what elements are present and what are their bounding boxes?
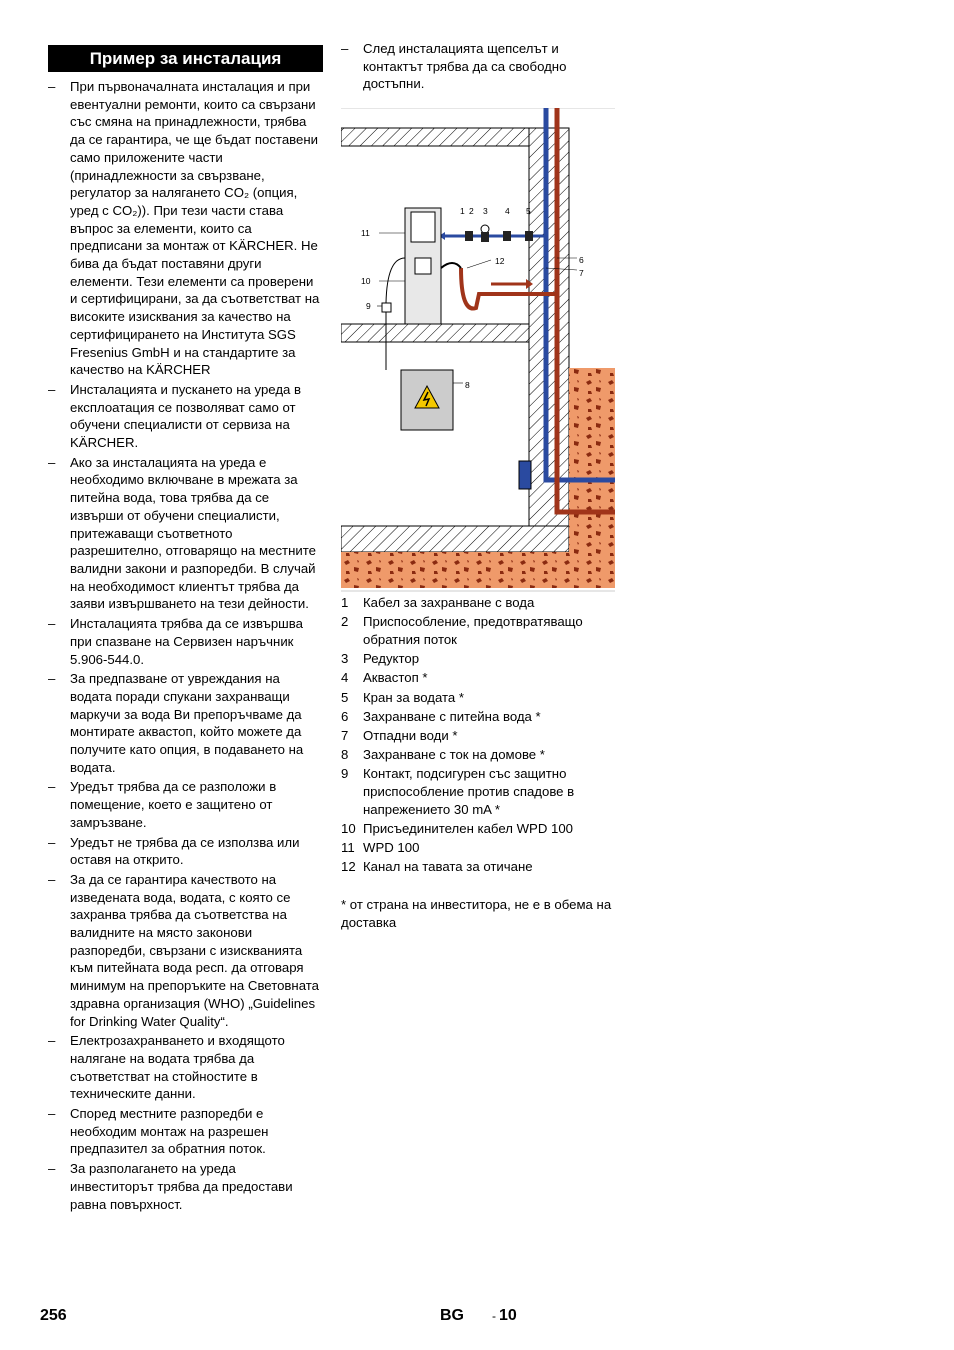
legend-row [341, 858, 615, 876]
legend-row [341, 613, 615, 648]
device-tap-area [415, 258, 431, 274]
legend-number: 3 [341, 651, 349, 667]
legend-text: Захранване с ток на домове * [363, 747, 545, 763]
water-tap [525, 231, 533, 241]
legend-text: Контакт, подсигурен със защитно приспособление против спадове в напрежението 30 mA * [363, 766, 575, 817]
figure-label-7: 7 [579, 268, 584, 278]
footnote: * от страна на инвеститора, не е в обема на доставка [341, 897, 612, 930]
reducer [481, 232, 489, 242]
legend-text: WPD 100 [363, 840, 420, 856]
legend-text: Аквастоп * [363, 670, 428, 686]
drain-tray-hose [441, 263, 461, 268]
list-item: – Уредът трябва да се разположи в помещение, което е защитено от замръзване. [48, 778, 323, 831]
legend-text: Приспособление, предотвратяващо обратния поток [363, 614, 583, 647]
legend-number: 6 [341, 708, 349, 724]
legend-text: Канал на тавата за отичане [363, 859, 533, 875]
basement-floor [341, 526, 569, 552]
legend-row [341, 708, 615, 726]
legend-number: 1 [341, 595, 349, 610]
legend-text: Отпадни води * [363, 727, 458, 743]
section-heading: Пример за инсталация [48, 45, 323, 72]
legend-row [341, 839, 615, 857]
legend-row [341, 765, 615, 818]
figure-label-9: 9 [366, 301, 371, 311]
ceiling-slab [341, 128, 529, 146]
legend-number: 4 [341, 670, 349, 686]
legend-number: 8 [341, 747, 349, 763]
list-item: – При първоначалната инсталация и при евентуални ремонти, които са свързани със смяна на принадлежности, трябва да се гарантира, че ще бъдат поставени само приложените части (принадлежности за свързване, регулатор за налягането CO₂ (опция, уред с CO₂)). При тези части става въпрос за елементи, които са предписани за монтаж от KÄRCHER. Не бива да бъдат поставяни други елементи. Тези елементи са проверени и сертифицирани, за да съответстват на високите изисквания за качество на сертифицирането на Института SGS Fresenius GmbH и на стандартите за качество на KÄRCHER [48, 78, 323, 379]
right-list [341, 40, 615, 93]
figure-legend [341, 594, 615, 878]
list-item: – Инсталацията и пускането на уреда в експлоатация се позволяват само от обучени специалисти от сервиза на KÄRCHER. [48, 381, 323, 452]
figure-label-11: 11 [361, 228, 370, 238]
figure-label-6: 6 [579, 255, 584, 265]
list-item: – За разполагането на уреда инвеститорът трябва да предостави равна повърхност. [48, 1160, 323, 1213]
list-item: – Ако за инсталацията на уреда е необходимо включване в мрежата за питейна вода, това трябва да се извърши от обучени специалисти, притежаващи съответното разрешително, отговарящо на местните валидни закони и разпоредби. В случай на необходимост клиентът трябва да заяви извършването на тези дейности. [48, 454, 323, 613]
legend-row [341, 820, 615, 838]
list-item: – Според местните разпоредби е необходим монтаж на разрешен предпазител за обратния поток. [48, 1105, 323, 1158]
section-number: - 10 [492, 1307, 517, 1324]
language-code: BG [440, 1307, 464, 1324]
legend-row [341, 746, 615, 764]
valve-1 [465, 231, 473, 241]
instructions-list [48, 78, 323, 1213]
legend-row [341, 669, 615, 687]
reducer-gauge [481, 225, 489, 233]
legend-text: Присъединителен кабел WPD 100 [363, 820, 574, 836]
aquastop [503, 231, 511, 241]
legend-row [341, 727, 615, 745]
legend-number: 9 [341, 766, 349, 782]
socket [382, 303, 391, 312]
legend-text: Кран за водата * [363, 689, 465, 705]
legend-row [341, 689, 615, 707]
list-item: – Електрозахранването и входящото налягане на водата трябва да съответстват на стойностите в техническите данни. [48, 1032, 323, 1103]
figure-label-8: 8 [465, 380, 470, 390]
list-item: – За да се гарантира качеството на изведената вода, водата, с която се захранва трябва да съответства на валидните на място законови разпоредби, свързани с изискванията към питейната вода респ. да отговаря минимум на препоръките на Световната здравна организация (WHO) „Guidelines for Drinking Water Quality“. [48, 871, 323, 1030]
installation-diagram [341, 108, 615, 592]
figure-label-2: 2 [469, 206, 474, 216]
connection-cable [386, 258, 405, 303]
list-item: – За предпазване от увреждания на водата поради спукани захранващи маркучи за вода Ви препоръчваме да монтирате аквастоп, който можете да получите като опция, в подаването на водата. [48, 670, 323, 776]
floor-slab [341, 324, 529, 342]
list-item: – Уредът не трябва да се използва или оставя на открито. [48, 834, 323, 869]
legend-number: 2 [341, 614, 349, 630]
wall [529, 128, 569, 526]
figure-label-10: 10 [361, 276, 371, 286]
legend-number: 7 [341, 727, 349, 743]
legend-number: 5 [341, 689, 349, 705]
legend-text: Захранване с питейна вода * [363, 708, 541, 724]
legend-row [341, 594, 615, 612]
legend-text: Кабел за захранване с вода [363, 595, 535, 610]
legend-number: 11 [341, 840, 355, 856]
page-number: 256 [40, 1307, 67, 1324]
legend-text: Редуктор [363, 651, 420, 667]
figure-label-12: 12 [495, 256, 505, 266]
pipe-connector [519, 461, 531, 489]
legend-number: 10 [341, 820, 356, 836]
soil-bottom [341, 552, 569, 588]
figure-label-3: 3 [483, 206, 488, 216]
device-panel [411, 212, 435, 242]
list-item: – След инсталацията щепселът и контактът трябва да са свободно достъпни. [341, 40, 615, 93]
legend-number: 12 [341, 859, 356, 875]
right-column [341, 40, 615, 95]
legend-row [341, 650, 615, 668]
figure-label-5: 5 [526, 206, 531, 216]
figure-label-4: 4 [505, 206, 510, 216]
list-item: – Инсталацията трябва да се извършва при спазване на Сервизен наръчник 5.906-544.0. [48, 615, 323, 668]
left-column [48, 45, 323, 1215]
figure-label-1: 1 [460, 206, 465, 216]
